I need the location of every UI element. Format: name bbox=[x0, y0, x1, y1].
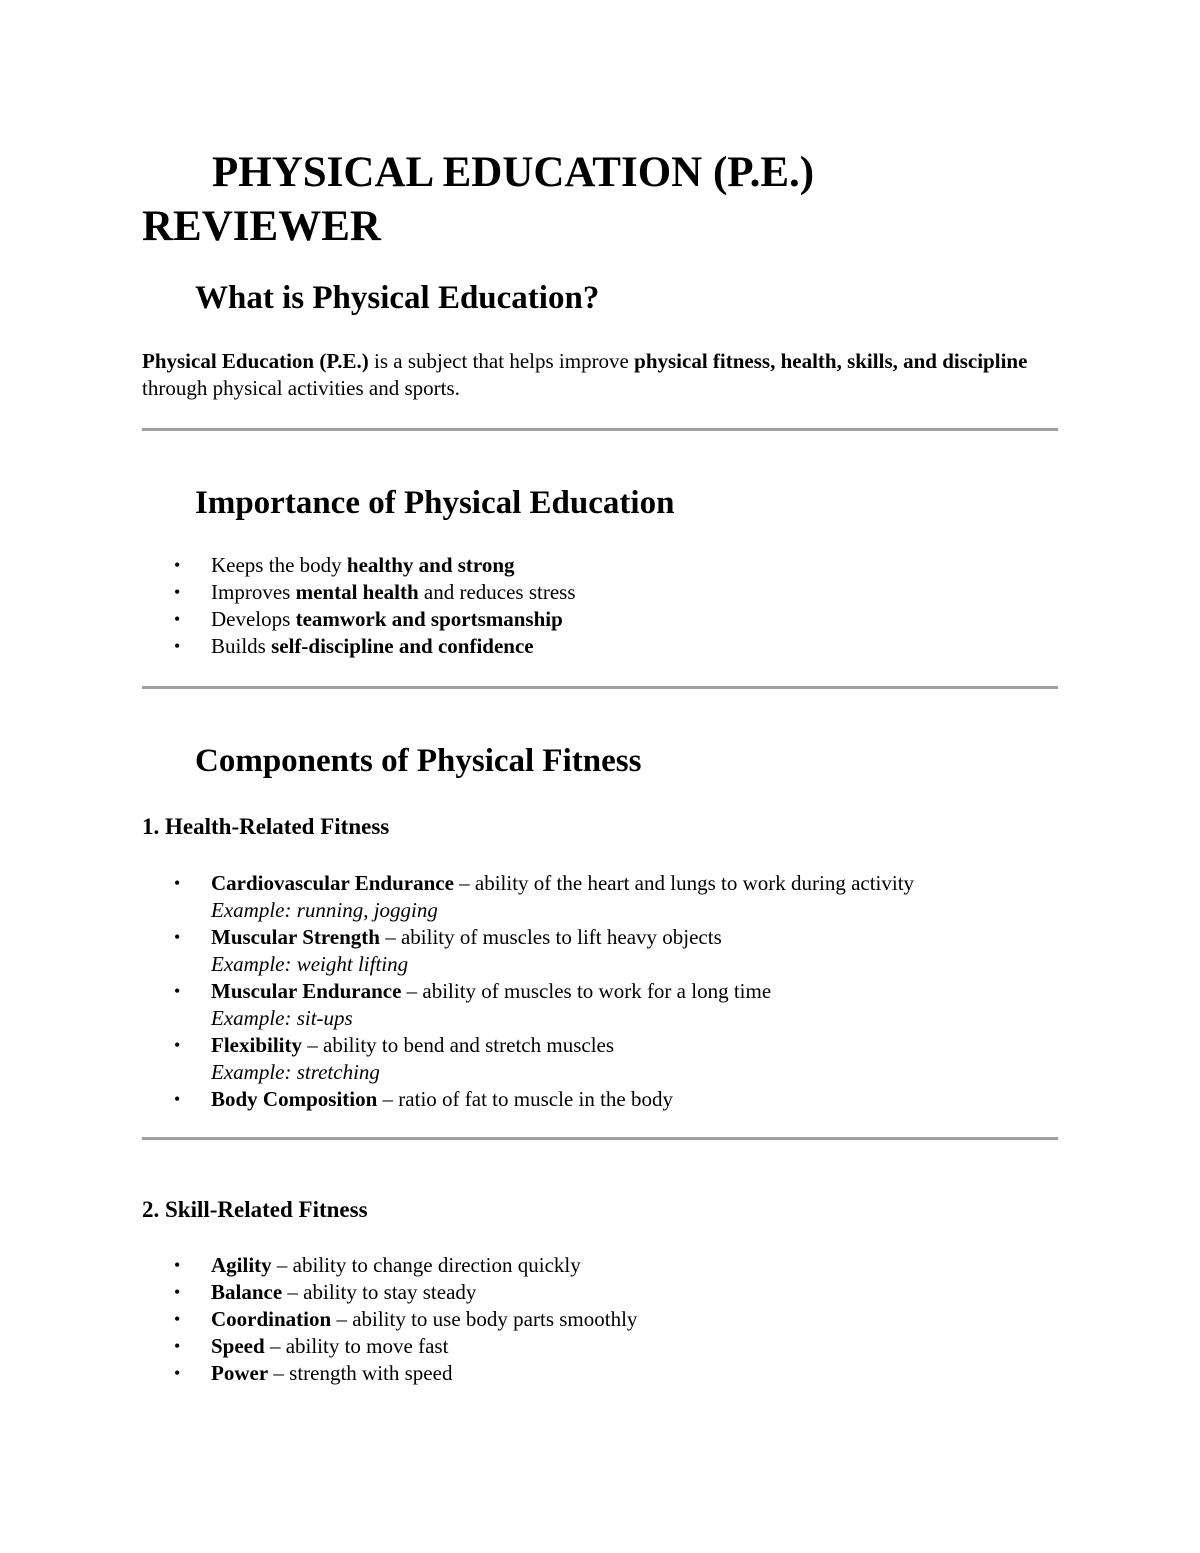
definition-paragraph: Physical Education (P.E.) is a subject that helps improve physical fitness, health, skills, and discipline through physical activities and sports. bbox=[142, 349, 1028, 400]
bullet-icon: • bbox=[174, 1035, 181, 1055]
importance-list bbox=[142, 552, 576, 660]
list-item: • Builds self-discipline and confidence bbox=[174, 634, 534, 658]
list-item: • Develops teamwork and sportsmanship bbox=[174, 607, 563, 631]
bullet-icon: • bbox=[174, 582, 181, 602]
health-fitness-list bbox=[142, 870, 914, 1113]
divider bbox=[142, 428, 1058, 431]
example-text: Example: stretching bbox=[211, 1060, 380, 1084]
divider bbox=[142, 1137, 1058, 1140]
bullet-icon: • bbox=[174, 1255, 181, 1275]
bullet-icon: • bbox=[174, 636, 181, 656]
bullet-icon: • bbox=[174, 1282, 181, 1302]
list-item: • Power – strength with speed bbox=[174, 1361, 453, 1385]
bullet-icon: • bbox=[174, 1336, 181, 1356]
bullet-icon: • bbox=[174, 1309, 181, 1329]
section-heading-components: Components of Physical Fitness bbox=[195, 743, 642, 779]
list-item: • Cardiovascular Endurance – ability of the heart and lungs to work during activity Example: running, jogging bbox=[174, 871, 915, 922]
section-heading-importance: Importance of Physical Education bbox=[195, 485, 675, 521]
list-item: • Improves mental health and reduces stress bbox=[174, 580, 576, 604]
list-item: • Flexibility – ability to bend and stretch muscles Example: stretching bbox=[142, 1032, 914, 1086]
section-heading-what: What is Physical Education? bbox=[195, 280, 600, 316]
bullet-icon: • bbox=[174, 873, 181, 893]
subheading-skill-related: 2. Skill-Related Fitness bbox=[142, 1197, 368, 1222]
bullet-icon: • bbox=[174, 555, 181, 575]
list-item: • Balance – ability to stay steady bbox=[174, 1280, 477, 1304]
bullet-icon: • bbox=[174, 1089, 181, 1109]
list-item: • Agility – ability to change direction quickly bbox=[174, 1253, 581, 1277]
list-item: • Keeps the body healthy and strong bbox=[174, 553, 515, 577]
example-text: Example: running, jogging bbox=[211, 898, 438, 922]
bullet-icon: • bbox=[174, 981, 181, 1001]
list-item: • Muscular Endurance – ability of muscles to work for a long time Example: sit-ups bbox=[142, 978, 914, 1032]
document-title: PHYSICAL EDUCATION (P.E.) REVIEWER bbox=[142, 149, 815, 250]
skill-fitness-list bbox=[142, 1252, 637, 1387]
list-item: • Coordination – ability to use body parts smoothly bbox=[174, 1307, 638, 1331]
divider bbox=[142, 686, 1058, 689]
list-item: • Body Composition – ratio of fat to muscle in the body bbox=[174, 1087, 673, 1111]
list-item: • Muscular Strength – ability of muscles to lift heavy objects Example: weight lifting bbox=[142, 924, 914, 978]
list-item: • Speed – ability to move fast bbox=[174, 1334, 449, 1358]
example-text: Example: weight lifting bbox=[211, 952, 409, 976]
subheading-health-related: 1. Health-Related Fitness bbox=[142, 814, 390, 839]
example-text: Example: sit-ups bbox=[211, 1006, 353, 1030]
bullet-icon: • bbox=[174, 927, 181, 947]
bullet-icon: • bbox=[174, 1363, 181, 1383]
bullet-icon: • bbox=[174, 609, 181, 629]
